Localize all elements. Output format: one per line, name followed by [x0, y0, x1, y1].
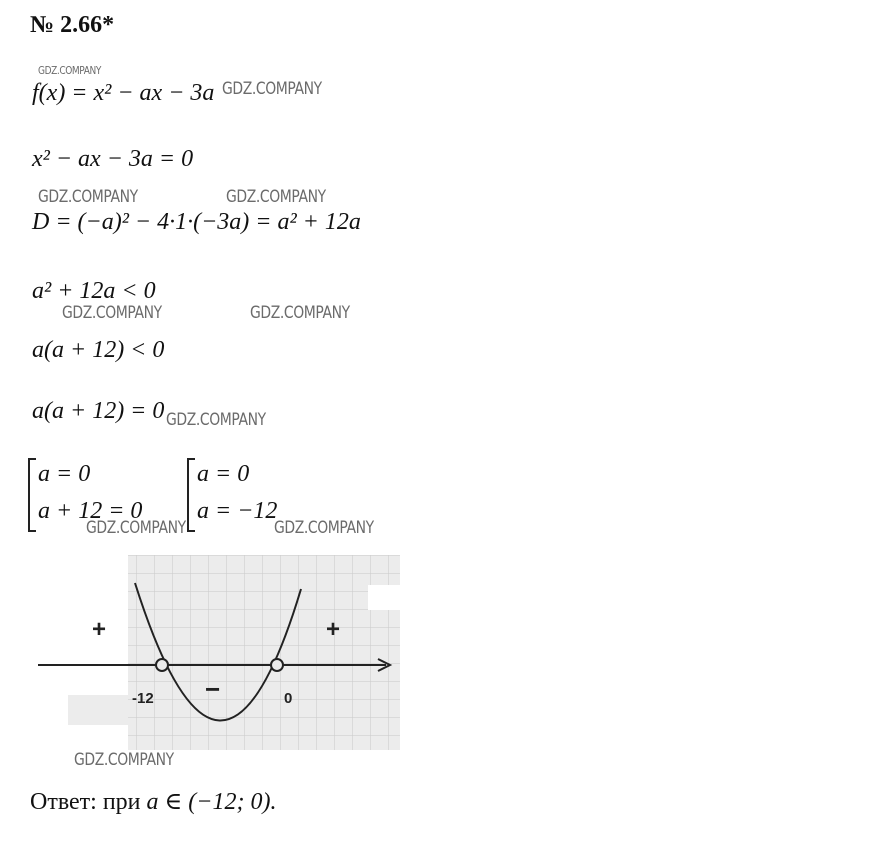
watermark: GDZ.COMPANY — [222, 79, 322, 99]
label-zero: 0 — [284, 690, 293, 707]
system-right-line-2: a = −12 — [197, 498, 278, 524]
discriminant-line: D = (−a)² − 4·1·(−3a) = a² + 12a — [32, 209, 361, 235]
watermark: GDZ.COMPANY — [74, 750, 174, 770]
grid-gap — [368, 585, 400, 610]
watermark: GDZ.COMPANY — [62, 303, 162, 323]
grid-patch — [68, 695, 128, 725]
quadratic-equation: x² − ax − 3a = 0 — [32, 146, 194, 172]
sign-chart — [28, 555, 400, 750]
watermark: GDZ.COMPANY — [274, 518, 374, 538]
answer-prefix: Ответ: при — [30, 789, 141, 815]
problem-number: № 2.66* — [30, 12, 115, 38]
system-bracket-right — [187, 458, 195, 532]
function-definition: f(x) = x² − ax − 3a — [32, 80, 215, 106]
watermark: GDZ.COMPANY — [166, 410, 266, 430]
inequality-line: a² + 12a < 0 — [32, 278, 156, 304]
watermark: GDZ.COMPANY — [38, 64, 101, 77]
factored-inequality-line: a(a + 12) < 0 — [32, 337, 165, 363]
label-minus-12: -12 — [132, 690, 154, 707]
system-right-line-1: a = 0 — [197, 461, 250, 487]
system-bracket-left — [28, 458, 36, 532]
sign-left: + — [92, 616, 107, 643]
sign-middle: − — [205, 674, 221, 704]
system-left-line-2: a + 12 = 0 — [38, 498, 143, 524]
watermark: GDZ.COMPANY — [86, 518, 186, 538]
answer-set: a ∈ (−12; 0). — [146, 789, 277, 815]
factored-equation-line: a(a + 12) = 0 — [32, 398, 165, 424]
answer-line — [30, 787, 276, 816]
watermark: GDZ.COMPANY — [38, 187, 138, 207]
sign-chart-svg — [28, 555, 400, 750]
sign-right: + — [326, 616, 341, 643]
system-left-line-1: a = 0 — [38, 461, 91, 487]
watermark: GDZ.COMPANY — [226, 187, 326, 207]
point-minus-12 — [156, 659, 168, 671]
watermark: GDZ.COMPANY — [250, 303, 350, 323]
point-zero — [271, 659, 283, 671]
grid-lines — [128, 555, 400, 750]
